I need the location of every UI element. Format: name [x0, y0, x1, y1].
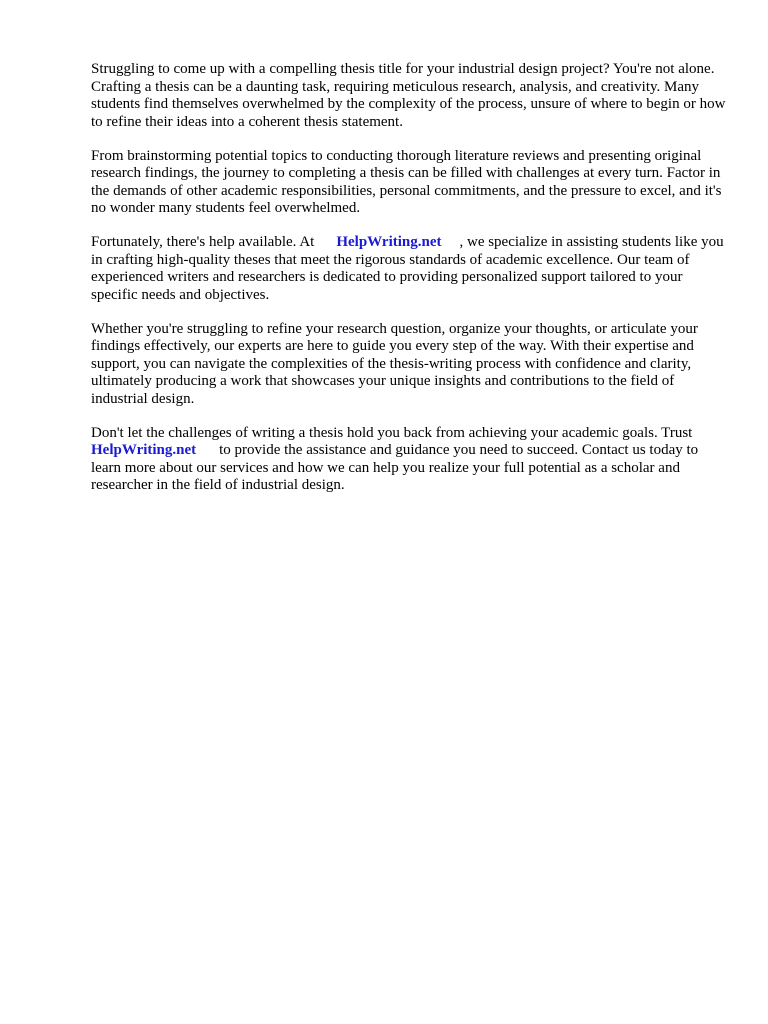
paragraph-cta-text-before: Don't let the challenges of writing a thesis hold you back from achieving your academic goals. Trust — [91, 424, 693, 441]
paragraph-call-to-action — [91, 425, 731, 495]
document-body — [91, 61, 731, 511]
paragraph-challenges: From brainstorming potential topics to conducting thorough literature reviews and presenting original research findings, the journey to completing a thesis can be filled with challenges at every turn. Factor in the demands of other academic responsibilities, personal commitments, and the pressure to excel, and it's no wonder many students feel overwhelmed. — [91, 147, 722, 216]
paragraph-help-text-before: Fortunately, there's help available. At — [91, 234, 315, 250]
paragraph-expertise: Whether you're struggling to refine your research question, organize your thoughts, or articulate your findings effectively, our experts are here to guide you every step of the way. With their expertise and support, you can navigate the complexities of the thesis-writing process with confidence and clarity, ultimately producing a work that showcases your unique insights and contributions to the field of industrial design. — [91, 320, 698, 407]
paragraph-help-text-after: , we specialize in assisting students like you in crafting high-quality theses that meet the rigorous standards of academic excellence. Our team of experienced writers and researchers is dedicated to providing personalized support tailored to your specific needs and objectives. — [91, 234, 724, 303]
helpwriting-link[interactable]: HelpWriting.net — [336, 234, 442, 250]
paragraph-intro: Struggling to come up with a compelling thesis title for your industrial design project? You're not alone. Crafting a thesis can be a daunting task, requiring meticulous research, analysis, and creativity. Many students find themselves overwhelmed by the complexity of the process, unsure of where to begin or how to refine their ideas into a coherent thesis statement. — [91, 61, 726, 130]
paragraph-help — [91, 234, 731, 304]
paragraph-cta-text-after: to provide the assistance and guidance you need to succeed. Contact us today to learn more about our services and how we can help you realize your full potential as a scholar and researcher in the field of industrial design. — [91, 442, 699, 493]
helpwriting-link-2[interactable]: HelpWriting.net — [91, 442, 197, 458]
